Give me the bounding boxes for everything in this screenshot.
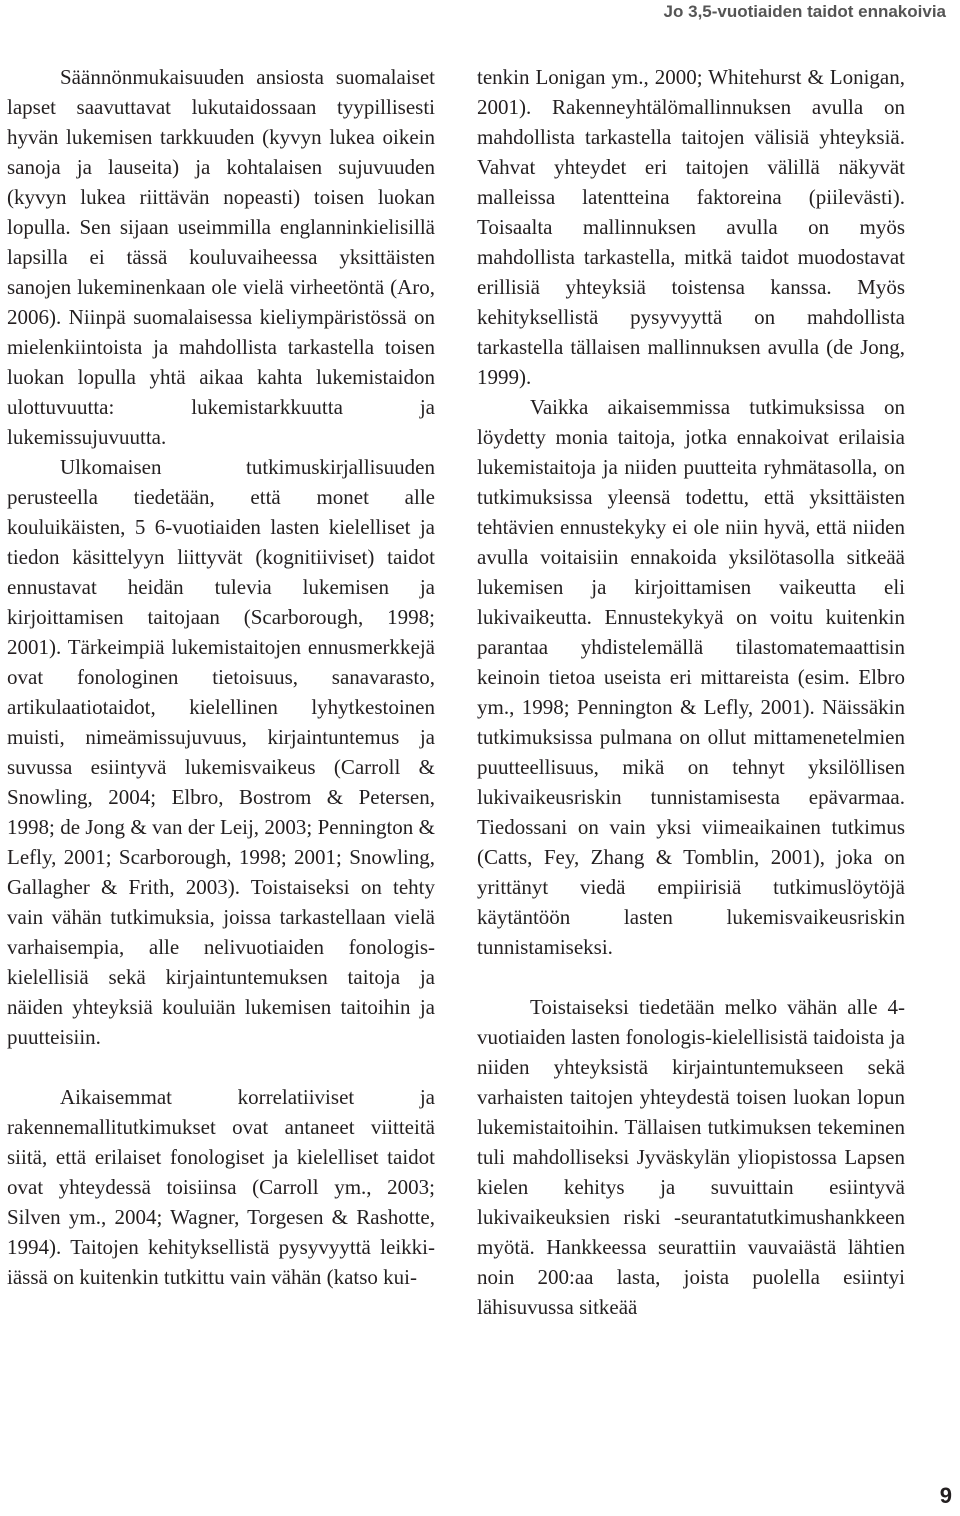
paragraph-prediction-accuracy: Vaikka aikaisemmissa tutkimuksissa on löydetty monia taitoja, jotka ennakoivat erilaisia lukemistaitoja ja niiden puutteita ryhmätasolla, on tutkimuksissa yleensä todettu, että yksittäisten tehtävien ennustekyky ei ole niin hyvä, että niiden avulla voitaisiin ennakoida yksilötasolla sitkeää lukemisen ja kirjoittamisen vaikeutta eli lukivaikeutta. Ennustekykyä on voitu kuitenkin parantaa yhdistelemällä tilastomatemaattisin keinoin tietoa useista eri mittareista (esim. Elbro ym., 1998; Pennington & Lefly, 2001). Näissäkin tutkimuksissa pulmana on ollut mittamenetelmien puutteellisuus, mikä on tehnyt yksilöllisen lukivaikeusriskin tunnistamisesta epävarmaa. Tiedossani on vain yksi viimeaikainen tutkimus (Catts, Fey, Zhang & Tomblin, 2001), joka on yrittänyt viedä empiirisiä tutkimuslöytöjä käytäntöön lasten lukemisvaikeusriskin tunnistamiseksi. [477, 395, 905, 959]
paragraph-correlational-studies: Aikaisemmat korrelatiiviset ja rakennemallitutkimukset ovat antaneet viitteitä siitä, että erilaiset fonologiset ja kielelliset taidot ovat yhteydessä toisiinsa (Carroll ym., 2003; Silven ym., 2004; Wagner, Torgesen & Rashotte, 1994). Taitojen kehityksellistä pysyvyyttä leikki-iässä on kuitenkin tutkittu vain vähän (katso kui- [7, 1085, 435, 1289]
paragraph-predictors: Ulkomaisen tutkimuskirjallisuuden perusteella tiedetään, että monet alle kouluikäisten, 5 6-vuotiaiden lasten kielelliset ja tiedon käsittelyyn liittyvät (kognitiiviset) taidot ennustavat heidän tulevia lukemisen ja kirjoittamisen taitojaan (Scarborough, 1998; 2001). Tärkeimpiä lukemistaitojen ennusmerkkejä ovat fonologinen tietoisuus, sanavarasto, artikulaatiotaidot, kielellinen lyhytkestoinen muisti, nimeämissujuvuus, kirjaintuntemus ja suvussa esiintyvä lukemisvaikeus (Carroll & Snowling, 2004; Elbro, Bostrom & Petersen, 1998; de Jong & van der Leij, 2003; Pennington & Lefly, 2001; Scarborough, 1998; 2001; Snowling, Gallagher & Frith, 2003). Toistaiseksi on tehty vain vähän tutkimuksia, joissa tarkastellaan vielä varhaisempia, alle nelivuotiaiden fonologis-kielellisiä sekä kirjaintuntemuksen taitoja ja näiden yhteyksiä kouluiän lukemisen taitoihin ja puutteisiin. [7, 455, 435, 1049]
paragraph-current-study: Toistaiseksi tiedetään melko vähän alle 4-vuotiaiden lasten fonologis-kielellisistä taidoista ja niiden yhteyksistä kirjaintuntemukseen sekä varhaisten taitojen yhteydestä toisen luokan lopun lukemistaitoihin. Tällaisen tutkimuksen tekeminen tuli mahdolliseksi Jyväskylän yliopistossa Lapsen kielen kehitys ja suvuittain esiintyvä lukivaikeuksien riski -seurantatutkimushankkeen myötä. Hankkeessa seurattiin vauvaiästä lähtien noin 200:aa lasta, joista puolella esiintyi lähisuvussa sitkeää [477, 995, 905, 1319]
left-text-column [7, 62, 435, 1292]
page-number: 9 [939, 1483, 952, 1508]
paragraph-reading-accuracy: Säännönmukaisuuden ansiosta suomalaiset lapset saavuttavat lukutaidossaan tyypillisesti hyvän lukemisen tarkkuuden (kyvyn lukea oikein sanoja ja lauseita) ja kohtalaisen sujuvuuden (kyvyn lukea riittävän nopeasti) toisen luokan lopulla. Sen sijaan useimmilla englanninkielisillä lapsilla ei tässä kouluvaiheessa yksittäisten sanojen lukeminenkaan ole vielä virheetöntä (Aro, 2006). Niinpä suomalaisessa kieliympäristössä on mielenkiintoista ja mahdollista tarkastella toisen luokan lopulla yhtä aikaa kahta lukemistaidon ulottuvuutta: lukemistarkkuutta ja lukemissujuvuutta. [7, 65, 435, 449]
running-header: Jo 3,5-vuotiaiden taidot ennakoivia [663, 2, 946, 21]
paragraph-structural-modelling: tenkin Lonigan ym., 2000; Whitehurst & Lonigan, 2001). Rakenneyhtälömallinnuksen avulla on mahdollista tarkastella taitojen välisiä yhteyksiä. Vahvat yhteydet eri taitojen välillä näkyvät malleissa latentteina faktoreina (piilevästi). Toisaalta mallinnuksen avulla on myös mahdollista tarkastella, mitkä taidot muodostavat erillisiä yhteyksiä toistensa kanssa. Myös kehityksellistä pysyvyyttä on mahdollista tarkastella tällaisen mallinnuksen avulla (de Jong, 1999). [477, 65, 905, 389]
right-text-column [477, 62, 905, 1322]
